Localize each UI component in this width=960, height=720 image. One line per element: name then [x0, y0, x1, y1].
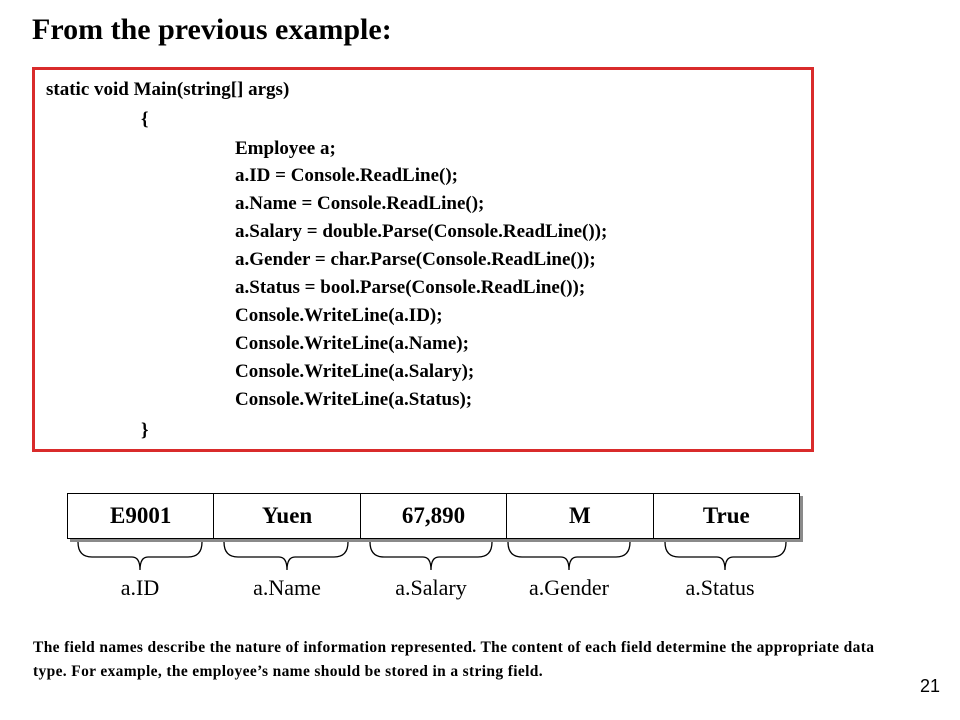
- label-a-gender: a.Gender: [528, 575, 609, 600]
- code-block: [32, 67, 814, 452]
- page-number: 21: [919, 676, 941, 696]
- employee-record-row: [68, 494, 800, 539]
- code-line-declaration: Employee a;: [235, 138, 336, 159]
- label-a-id: a.ID: [120, 575, 160, 600]
- brace-id: [78, 542, 202, 570]
- code-line-write-name: Console.WriteLine(a.Name);: [235, 333, 469, 354]
- code-line-write-status: Console.WriteLine(a.Status);: [235, 389, 473, 410]
- code-line-read-salary: a.Salary = double.Parse(Console.ReadLine());: [235, 221, 608, 242]
- label-a-status: a.Status: [685, 575, 755, 600]
- code-line-open-brace: {: [141, 109, 149, 130]
- brace-gender: [508, 542, 630, 570]
- record-field-salary-value: 67,890: [360, 494, 506, 539]
- brace-status: [665, 542, 786, 570]
- code-line-read-name: a.Name = Console.ReadLine();: [235, 193, 485, 214]
- record-field-name-value: Yuen: [214, 494, 360, 539]
- code-line-method-signature: static void Main(string[] args): [46, 79, 290, 100]
- code-line-read-gender: a.Gender = char.Parse(Console.ReadLine());: [235, 249, 596, 270]
- explanation-note: The field names describe the nature of information represented. The content of each field determine the appropriate data type. For example, the employee’s name should be stored in a string field.: [33, 639, 875, 680]
- code-line-write-id: Console.WriteLine(a.ID);: [235, 305, 443, 326]
- code-line-read-id: a.ID = Console.ReadLine();: [235, 165, 458, 186]
- label-a-name: a.Name: [253, 575, 321, 600]
- label-a-salary: a.Salary: [395, 575, 467, 600]
- code-line-close-brace: }: [141, 420, 149, 441]
- slide-title: From the previous example:: [32, 13, 392, 46]
- record-field-gender-value: M: [507, 494, 653, 539]
- brace-salary: [370, 542, 492, 570]
- record-field-status-value: True: [653, 494, 799, 539]
- code-line-read-status: a.Status = bool.Parse(Console.ReadLine());: [235, 277, 586, 298]
- brace-name: [224, 542, 348, 570]
- employee-record-table: [67, 493, 800, 539]
- record-field-id-value: E9001: [68, 494, 214, 539]
- code-line-write-salary: Console.WriteLine(a.Salary);: [235, 361, 475, 382]
